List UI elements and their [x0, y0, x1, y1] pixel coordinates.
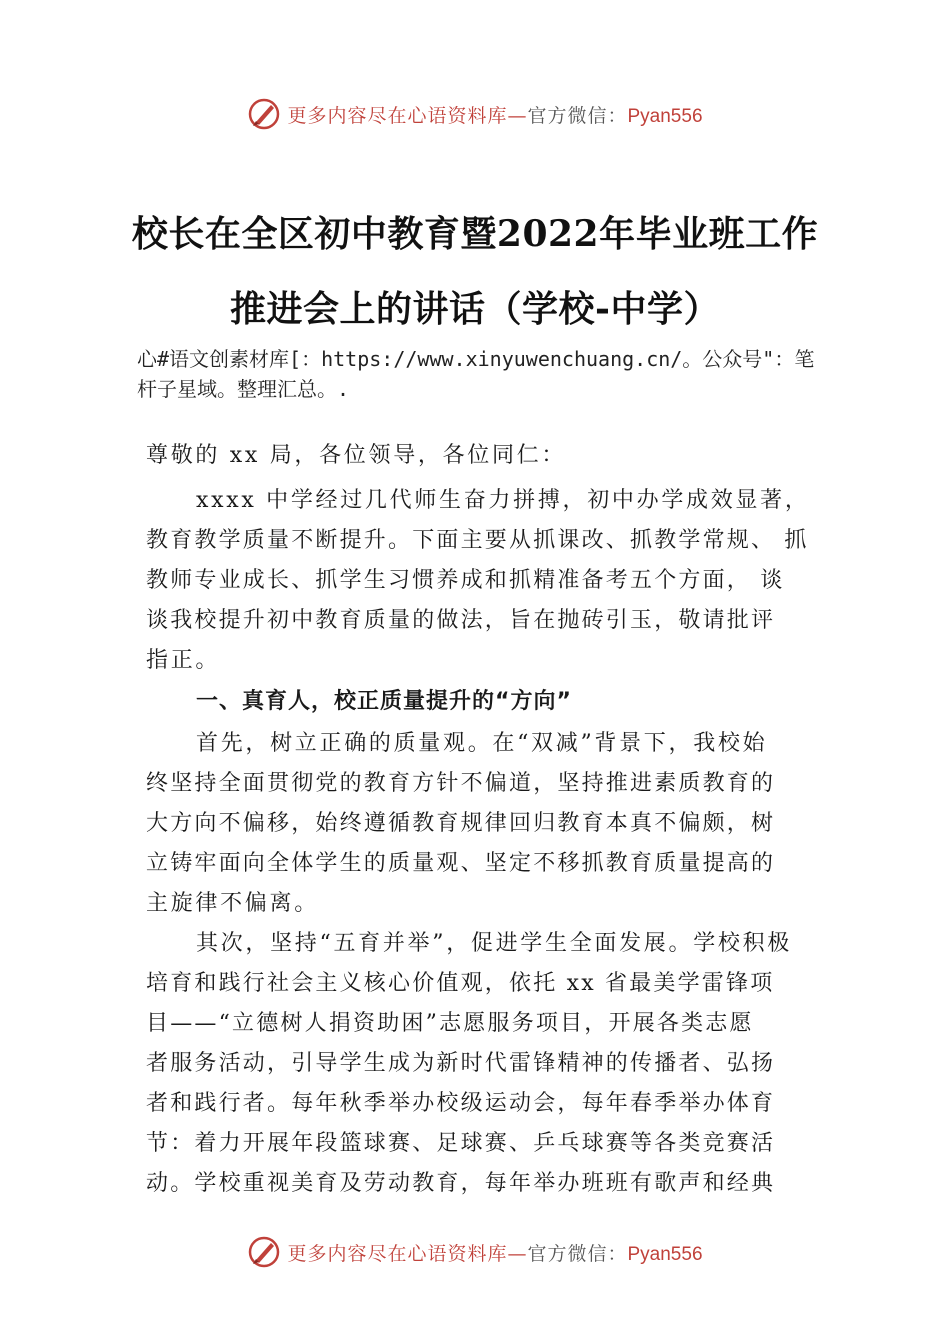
- header-banner: [0, 94, 950, 134]
- body-line: 其次，坚持“五育并举”，促进学生全面发展。学校积极: [196, 931, 792, 956]
- pen-logo-icon: [247, 97, 281, 131]
- page-title-line2: 推进会上的讲话（学校-中学）: [230, 288, 720, 330]
- body-line: 节：着力开展年段篮球赛、足球赛、乒乓球赛等各类竞赛活: [146, 1131, 776, 1156]
- body-line: 立铸牢面向全体学生的质量观、坚定不移抓教育质量提高的: [146, 851, 776, 876]
- body-line: 动。学校重视美育及劳动教育，每年举办班班有歌声和经典: [146, 1171, 776, 1196]
- body-line: 主旋律不偏离。: [146, 891, 319, 916]
- body-line: 培育和践行社会主义核心价值观，依托 xx 省最美学雷锋项: [146, 971, 775, 996]
- banner-text: 更多内容尽在心语资料库—官方微信：Pyan556: [287, 1242, 703, 1265]
- page-title-line1: 校长在全区初中教育暨2022年毕业班工作: [131, 213, 819, 255]
- body-line: 者和践行者。每年秋季举办校级运动会，每年春季举办体育: [146, 1091, 776, 1116]
- body-line: 谈我校提升初中教育质量的做法，旨在抛砖引玉，敬请批评: [146, 608, 776, 633]
- body-line: 首先，树立正确的质量观。在“双减”背景下，我校始: [196, 731, 768, 756]
- footer-banner: [0, 1232, 950, 1272]
- salutation: 尊敬的 xx 局，各位领导，各位同仁：: [146, 443, 567, 468]
- body-line: 指正。: [146, 648, 221, 673]
- body-line: 目——“立德树人捐资助困”志愿服务项目，开展各类志愿: [146, 1011, 754, 1036]
- pen-logo-icon: [247, 1235, 281, 1269]
- source-note: 心#语文创素材库[：https://www.xinyuwenchuang.cn/。公众号"：笔杆子星域。整理汇总。.: [137, 347, 815, 401]
- body-line: 教育教学质量不断提升。下面主要从抓课改、抓教学常规、 抓: [146, 528, 809, 553]
- banner-text: 更多内容尽在心语资料库—官方微信：Pyan556: [287, 104, 703, 127]
- body-line: 者服务活动，引导学生成为新时代雷锋精神的传播者、弘扬: [146, 1051, 776, 1076]
- body-line: xxxx 中学经过几代师生奋力拼搏，初中办学成效显著，: [196, 488, 810, 513]
- body-line: 教师专业成长、抓学生习惯养成和抓精准备考五个方面， 谈: [146, 568, 785, 593]
- section-heading: 一、真育人，校正质量提升的“方向”: [196, 689, 572, 714]
- body-line: 大方向不偏移，始终遵循教育规律回归教育本真不偏颇，树: [146, 811, 776, 836]
- body-line: 终坚持全面贯彻党的教育方针不偏道，坚持推进素质教育的: [146, 771, 776, 796]
